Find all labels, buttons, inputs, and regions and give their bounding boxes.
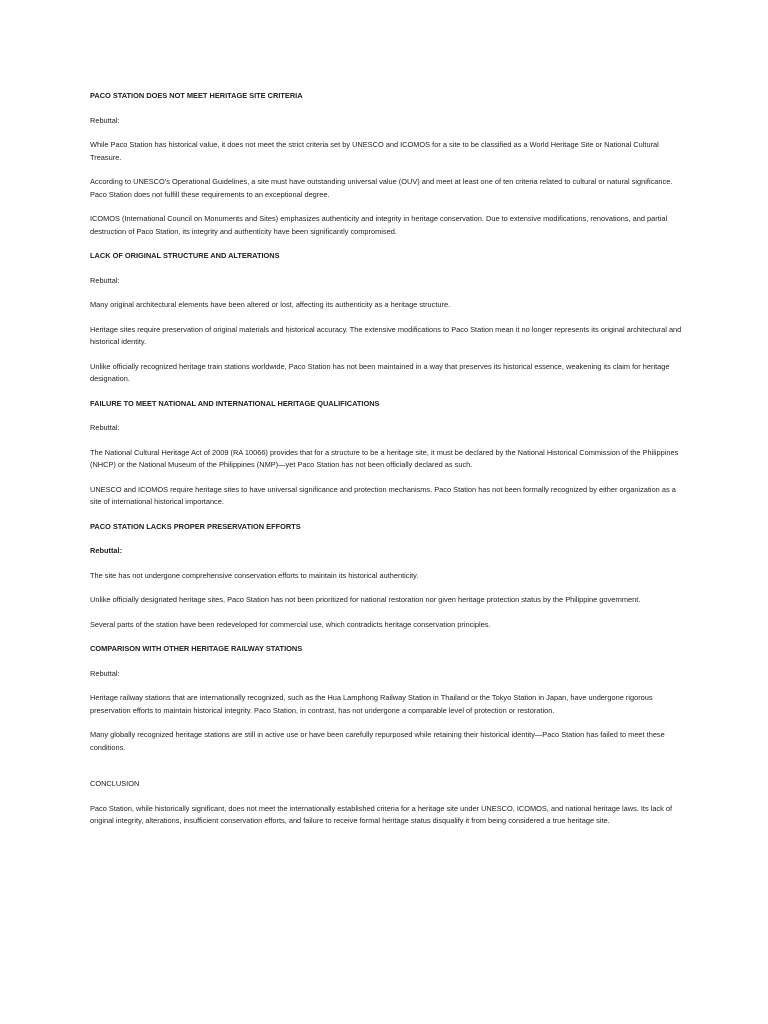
body-paragraph: Heritage railway stations that are internationally recognized, such as the Hua Lamphong Railway Station in Thailand or the Tokyo Station in Japan, have undergone rigorous preservation efforts to maintain historical integrity. Paco Station, in contrast, has not undergone a comparable level of protection or restoration. xyxy=(90,693,653,715)
body-paragraph: UNESCO and ICOMOS require heritage sites to have universal significance and protection mechanisms. Paco Station has not been formally recognized by either organization as a site of international historical importance. xyxy=(90,484,676,506)
body-paragraph: Many globally recognized heritage stations are still in active use or have been carefully repurposed while retaining their historical identity—Paco Station has failed to meet these conditions. xyxy=(90,730,665,752)
body-paragraph: Paco Station, while historically significant, does not meet the internationally established criteria for a heritage site under UNESCO, ICOMOS, and national heritage laws. Its lack of original integrity, alterations, insufficient conservation efforts, and failure to receive formal heritage status disqualify it from being considered a true heritage site. xyxy=(90,803,673,825)
body-paragraph: Unlike officially recognized heritage train stations worldwide, Paco Station has not been maintained in a way that preserves its historical essence, weakening its claim for heritage designation. xyxy=(90,361,670,383)
body-paragraph: Several parts of the station have been redeveloped for commercial use, which contradicts heritage conservation principles. xyxy=(90,619,491,629)
document-page xyxy=(90,90,688,840)
rebuttal-label: Rebuttal: xyxy=(90,115,120,125)
body-paragraph: Unlike officially designated heritage sites, Paco Station has not been prioritized for national restoration nor given heritage protection status by the Philippine government. xyxy=(90,595,641,604)
section-heading: PACO STATION DOES NOT MEET HERITAGE SITE CRITERIA xyxy=(90,91,303,100)
body-paragraph: The National Cultural Heritage Act of 2009 (RA 10066) provides that for a structure to be a heritage site, it must be declared by the National Historical Commission of the Philippines (NHCP) or the National Museum of the Philippines (NMP)—yet Paco Station has not been officially declared as such. xyxy=(90,447,679,469)
rebuttal-label: Rebuttal: xyxy=(90,668,120,678)
body-paragraph: While Paco Station has historical value, it does not meet the strict criteria set by UNESCO and ICOMOS for a site to be classified as a World Heritage Site or National Cultural Treasure. xyxy=(90,140,659,162)
section-heading: COMPARISON WITH OTHER HERITAGE RAILWAY STATIONS xyxy=(90,644,303,653)
body-paragraph: Heritage sites require preservation of original materials and historical accuracy. The extensive modifications to Paco Station mean it no longer represents its original architectural and historical identity. xyxy=(90,324,682,346)
rebuttal-label: Rebuttal: xyxy=(90,546,123,555)
body-paragraph: Many original architectural elements have been altered or lost, affecting its authenticity as a heritage structure. xyxy=(90,300,451,309)
body-paragraph: ICOMOS (International Council on Monuments and Sites) emphasizes authenticity and integrity in heritage conservation. Due to extensive modifications, renovations, and partial destruction of Paco Station, its integrity and authenticity have been significantly compromised. xyxy=(90,214,668,236)
body-paragraph: According to UNESCO’s Operational Guidelines, a site must have outstanding universal value (OUV) and meet at least one of ten criteria related to cultural or natural significance. Paco Station does not fulfill these requirements to an exceptional degree. xyxy=(90,177,673,199)
body-paragraph: The site has not undergone comprehensive conservation efforts to maintain its historical authenticity. xyxy=(90,570,419,580)
conclusion-heading: CONCLUSION xyxy=(90,779,140,788)
rebuttal-label: Rebuttal: xyxy=(90,423,120,432)
section-heading: FAILURE TO MEET NATIONAL AND INTERNATIONAL HERITAGE QUALIFICATIONS xyxy=(90,398,380,408)
section-heading: LACK OF ORIGINAL STRUCTURE AND ALTERATIONS xyxy=(90,251,280,260)
section-heading: PACO STATION LACKS PROPER PRESERVATION EFFORTS xyxy=(90,521,301,531)
rebuttal-label: Rebuttal: xyxy=(90,275,120,285)
